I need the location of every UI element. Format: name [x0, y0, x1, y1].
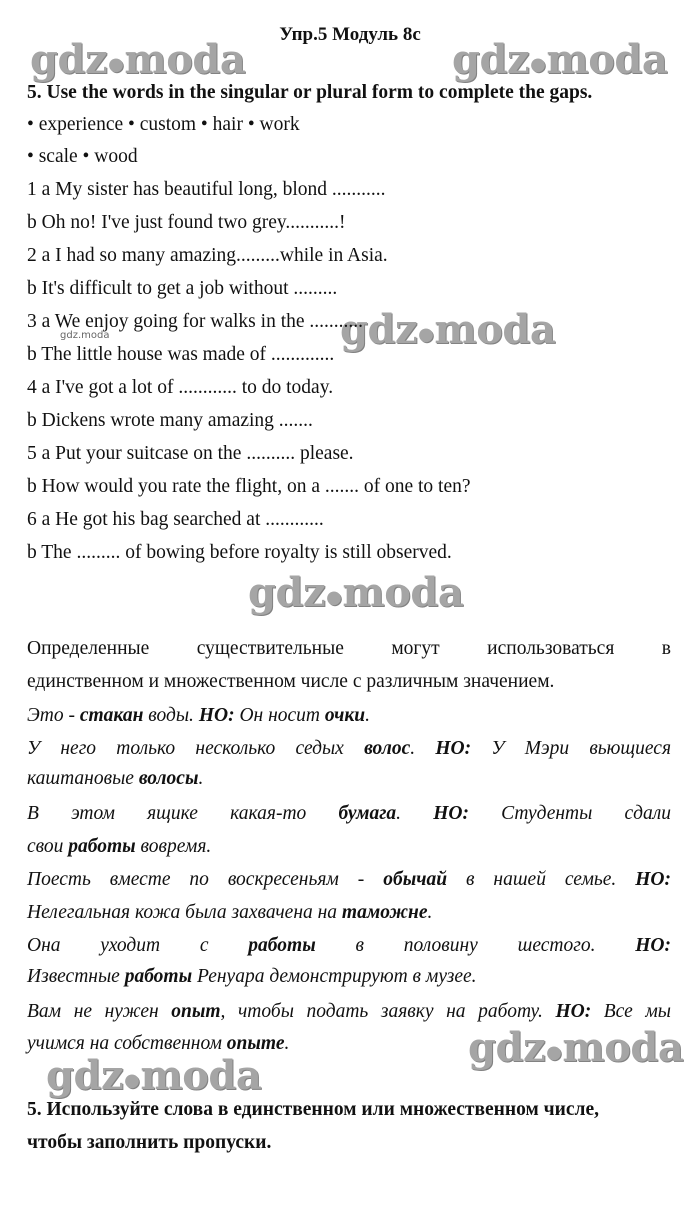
explanation-intro: единственном и множественном числе с различным значением.	[27, 671, 555, 692]
explanation-intro: Определенные существительные могут использоваться в	[27, 638, 671, 659]
example-line: Нелегальная кожа была захвачена на таможне.	[27, 902, 433, 923]
example-line: Известные работы Ренуара демонстрируют в музее.	[27, 966, 477, 987]
watermark-logo: gdz●moda	[46, 1052, 262, 1099]
example-line: У него только несколько седых волос. НО: У Мэри вьющиеся	[27, 738, 672, 759]
watermark-logo: gdz●moda	[452, 36, 668, 83]
example-line: Это - стакан воды. НО: Он носит очки.	[27, 705, 370, 726]
task-instruction: 5. Use the words in the singular or plural form to complete the gaps.	[27, 82, 593, 103]
watermark-logo: gdz●moda	[248, 569, 464, 616]
watermark-logo: gdz●moda	[340, 306, 556, 353]
task-item: 2 a I had so many amazing.........while in Asia.	[27, 245, 388, 266]
task-item: b How would you rate the flight, on a ....... of one to ten?	[27, 476, 471, 497]
example-line: Она уходит с работы в половину шестого. НО:	[27, 935, 671, 956]
translation-line: 5. Используйте слова в единственном или множественном числе,	[27, 1099, 600, 1120]
page-title: Упр.5 Модуль 8с	[279, 24, 421, 45]
task-item: b Dickens wrote many amazing .......	[27, 410, 313, 431]
example-line: Поесть вместе по воскресеньям - обычай в нашей семье. НО:	[27, 869, 671, 890]
example-line: каштановые волосы.	[27, 768, 204, 789]
watermark-small: gdz.moda	[60, 330, 110, 341]
task-item: 6 a He got his bag searched at ............	[27, 509, 324, 530]
translation-line: чтобы заполнить пропуски.	[27, 1132, 272, 1153]
task-item: 5 a Put your suitcase on the .......... please.	[27, 443, 354, 464]
watermark-logo: gdz●moda	[30, 36, 246, 83]
word-bank-line: • experience • custom • hair • work	[27, 114, 300, 135]
task-item: b The ......... of bowing before royalty is still observed.	[27, 542, 452, 563]
task-item: 3 a We enjoy going for walks in the ...........	[27, 311, 364, 332]
word-bank-line: • scale • wood	[27, 146, 138, 167]
task-item: 4 a I've got a lot of ............ to do today.	[27, 377, 334, 398]
task-item: 1 a My sister has beautiful long, blond ...........	[27, 179, 386, 200]
task-item: b Oh no! I've just found two grey...........!	[27, 212, 346, 233]
example-line: учимся на собственном опыте.	[27, 1033, 290, 1054]
example-line: В этом ящике какая-то бумага. НО: Студенты сдали	[27, 803, 672, 824]
watermark-logo: gdz●moda	[468, 1024, 684, 1071]
task-item: b It's difficult to get a job without .........	[27, 278, 338, 299]
example-line: свои работы вовремя.	[27, 836, 212, 857]
task-item: b The little house was made of .............	[27, 344, 335, 365]
example-line: Вам не нужен опыт, чтобы подать заявку на работу. НО: Все мы	[27, 1001, 671, 1022]
